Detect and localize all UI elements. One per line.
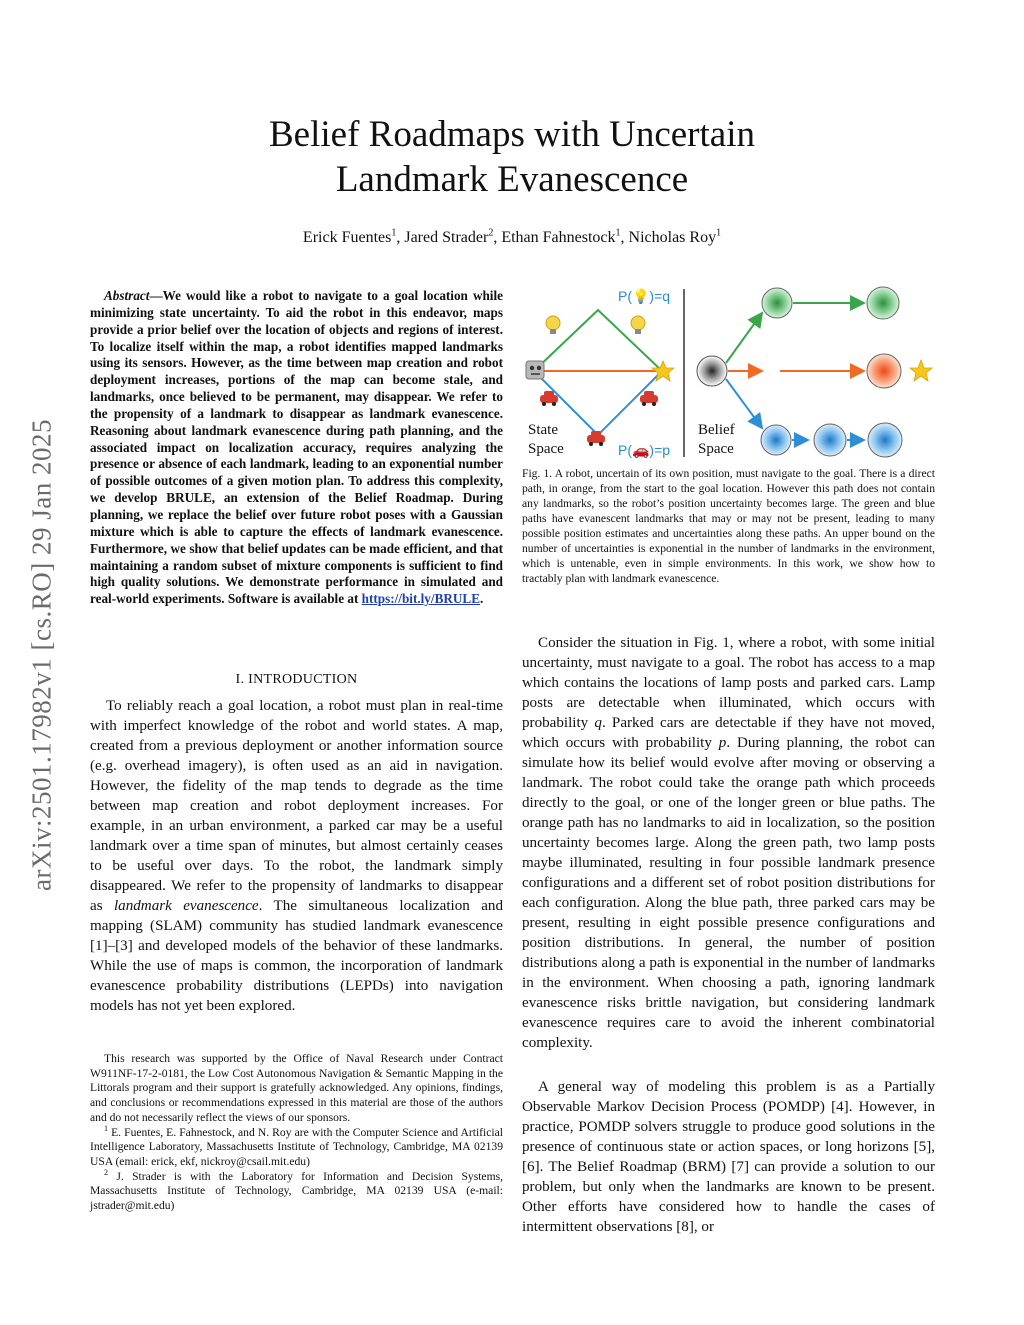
lightbulb-icon [546,316,560,334]
author-affiliation: 1 [615,227,621,239]
author-name: Nicholas Roy [628,229,717,246]
footnote-1 [90,1123,503,1170]
section-title-rest: NTRODUCTION [253,672,358,687]
abstract-label: Abstract [104,288,150,303]
intro-text-b: . The simultaneous localization and mapping (SLAM) community has studied landmark evanescence [1]–[3] and developed models of the behavior of these landmarks. While the use of maps is common, the incorporation of landmark evanescence probability distributions (LEPDs) into navigation models has not yet been explored. [90,898,503,1014]
arxiv-sidebar-identifier [22,330,62,980]
author-affiliation: 1 [391,227,397,239]
abstract [90,288,503,608]
body-text-b: . Parked cars are detectable if they have not moved, which occurs with probability [522,715,935,751]
figure-1-caption: Fig. 1. A robot, uncertain of its own position, must navigate to the goal. There is a direct path, in orange, from the start to the goal location. However this path does not contain any landmarks, so the robot’s position uncertainty becomes large. The green and blue paths have evanescent landmarks that may or may not be present, leading to many possible position estimates and uncertainties along these paths. An upper bound on the number of uncertainties is exponential in the number of landmarks in the environment, which is untenable, even in simple environments. In this work, we show how to tractably plan with landmark evanescence. [522,467,935,585]
belief-space-label-line1: Belief [698,422,735,438]
body-paragraph [522,633,935,1053]
lamp-probability-label: P(💡)=q [618,288,671,304]
blue-belief-arrow [726,379,762,428]
car-probability-label: P(🚗)=p [618,442,671,458]
footnote-text: E. Fuentes, E. Fahnestock, and N. Roy are with the Computer Science and Artificial Intelligence Laboratory, Massachusetts Institute of Technology, Cambridge, MA 02139 USA (email: erick, ekf, nickroy@csail.mit.edu) [90,1125,503,1168]
section-heading-introduction [90,672,503,688]
title-line-1: Belief Roadmaps with Uncertain [268,114,755,155]
funding-note: This research was supported by the Office of Naval Research under Contract W911NF-17-2-0181, the Low Cost Autonomous Navigation & Semantic Mapping in the Littorals program and their support is gratefully acknowledged. Any opinions, findings, and conclusions or recommendations expressed in this material are those of the authors and do not necessarily reflect the views of our sponsors. [90,1052,503,1124]
footnote-mark: 2 [104,1167,108,1177]
state-space-label-line2: Space [528,441,564,457]
abstract-end: . [480,591,484,607]
right-column-paragraph-1 [522,633,935,1053]
abstract-dash: — [149,288,163,303]
belief-space-label-line2: Space [698,441,734,457]
footnote-mark: 1 [104,1123,108,1133]
title-line-2: Landmark Evanescence [335,159,689,200]
arxiv-id-text: arXiv:2501.17982v1 [cs.RO] 29 Jan 2025 [26,419,57,891]
body-text-a: Consider the situation in Fig. 1, where a robot, with some initial uncertainty, must navigate to a goal. The robot has access to a map which contains the locations of lamp posts and parked cars. Lamp posts are detectable when illuminated, which occurs with probability [522,635,935,731]
author-name: Jared Strader [404,229,489,246]
author-name: Erick Fuentes [302,229,392,246]
blue-belief [814,424,846,456]
variable-q: q [594,715,602,731]
green-belief-arrow [726,313,762,363]
green-belief [762,288,792,318]
footnotes [90,1052,503,1214]
body-text-c: . During planning, the robot can simulate how its belief would evolve after moving or observing a landmark. The robot could take the orange path which proceeds directly to the goal, or one of the longer green or blue paths. The orange path has no landmarks to aid in localization, so the position uncertainty becomes large. Along the green path, two lamp posts maybe illuminated, resulting in four possible landmark presence configurations and a different set of robot position distributions for each configuration. Along the blue path, three parked cars may be present, resulting in eight possible presence configurations and position distributions. In general, the number of position distributions along a path is exponential in the number of landmarks in the environment. When choosing a path, ignoring landmark evanescence risks brittle navigation, but considering landmark evanescence requires care to avoid the inherent combinatorial complexity. [522,735,935,1051]
author-list: Erick Fuentes$^1$, Jared Strader$^2$, Ethan Fahnestock$^1$, Nicholas Roy$^1$ [302,227,722,246]
figure-1 [522,285,935,460]
state-space-label-line1: State [528,422,558,438]
intro-text-a: To reliably reach a goal location, a robot must plan in real-time with imperfect knowledge of the robot and world states. A map, created from a previous deployment or another information source (e.g. overhead imagery), is often used as an aid in navigation. However, the fidelity of the map tends to degrade as the time between map creation and robot deployment increases. For example, in an urban environment, a parked car may be a useful landmark over a time span of minutes, but almost certainly ceases to be useful over days. To the robot, the landmark simply disappeared. We refer to the propensity of landmarks to disappear as [90,698,503,914]
blue-belief [868,423,902,457]
abstract-body: We would like a robot to navigate to a goal location while minimizing state uncertainty. To aid the robot in this endeavor, maps provide a prior belief over the location of objects and regions of interest. To localize itself within the map, a robot identifies mapped landmarks using its sensors. However, as the time between map creation and robot deployment increases, portions of the map can become stale, and landmarks, once believed to be permanent, may disappear. We refer to the propensity of a landmark to disappear as landmark evanescence. Reasoning about landmark evanescence during path planning, and the associated impact on localization accuracy, requires analyzing the presence or absence of each landmark, leading to an exponential number of possible outcomes of a given motion plan. To address this complexity, we develop BRULE, an extension of the Belief Roadmap. During planning, we replace the belief over future robot poses with a Gaussian mixture which is able to capture the effects of landmark evanescence. Furthermore, we show that belief updates can be made efficient, and that maintaining a random subset of mixture components is sufficient to find high quality solutions. We demonstrate performance in simulated and real-world experiments. Software is available at [90,288,503,607]
intro-emphasis: landmark evanescence [113,898,259,914]
abstract-paragraph [90,288,503,608]
lightbulb-icon [631,316,645,334]
body-paragraph: A general way of modeling this problem is as a Partially Observable Markov Decision Process (POMDP) [4]. However, in practice, POMDP solvers struggle to produce good solutions in the presence of continuous state or action spaces, or long horizons [5], [6]. The Belief Roadmap (BRM) [7] can provide a solution to our problem, but only when the landmarks are known to be present. Other efforts have considered how to handle the cases of intermittent observations [8], or [522,1079,935,1235]
author-name: Ethan Fahnestock [501,229,616,246]
orange-belief [867,354,901,388]
figure-1-diagram [522,285,935,460]
paper-title [0,112,1024,202]
author-affiliation: 2 [488,227,494,239]
footnote-2 [90,1167,503,1214]
software-link[interactable]: https://bit.ly/BRULE [361,591,481,607]
variable-p: p [718,735,727,751]
intro-paragraph [90,696,503,1016]
introduction-text [90,696,503,1016]
author-affiliation: 1 [716,227,722,239]
green-belief [867,287,899,319]
section-first-letter: I [248,672,254,687]
blue-belief [761,425,791,455]
start-belief [697,356,727,386]
star-icon [910,360,932,381]
footnote-text: J. Strader is with the Laboratory for Information and Decision Systems, Massachusetts Institute of Technology, Cambridge, MA 02139 USA (e-mail: jstrader@mit.edu) [90,1169,503,1213]
car-icon [640,391,658,406]
section-numeral: I. [235,672,245,687]
robot-icon [526,361,544,379]
right-column-paragraph-2 [522,1077,935,1237]
car-icon [587,431,605,446]
